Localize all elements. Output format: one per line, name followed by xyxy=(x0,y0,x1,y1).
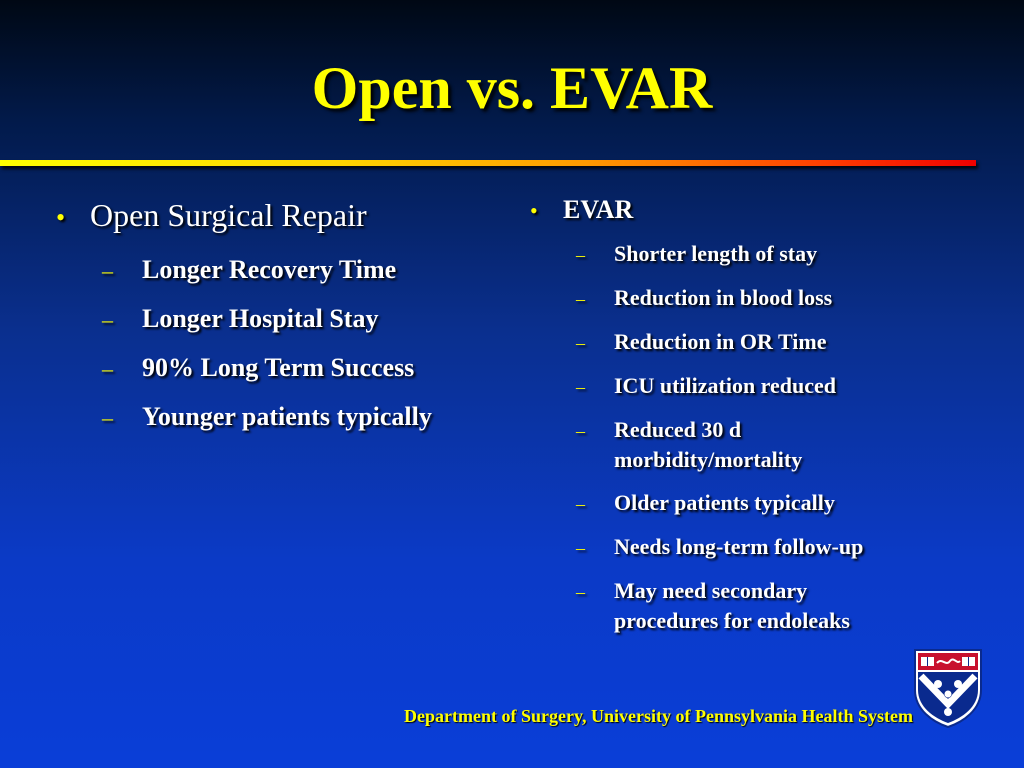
list-item xyxy=(530,415,950,475)
list-item xyxy=(530,327,950,358)
list-item-text: 90% Long Term Success xyxy=(142,353,415,382)
bullet-icon: • xyxy=(530,198,538,223)
list-item-text: May need secondary procedures for endoleaks xyxy=(614,578,850,633)
dash-icon: – xyxy=(576,582,585,602)
dash-icon: – xyxy=(102,307,113,332)
bullet-icon: • xyxy=(56,203,66,232)
list-item-text: Longer Hospital Stay xyxy=(142,304,379,333)
left-heading-row xyxy=(56,196,496,237)
right-heading: EVAR xyxy=(563,195,634,224)
title-divider xyxy=(0,160,976,166)
list-item xyxy=(530,488,950,519)
dash-icon: – xyxy=(576,333,585,353)
list-item xyxy=(56,303,496,335)
list-item-text: Younger patients typically xyxy=(142,402,432,431)
list-item-text: Older patients typically xyxy=(614,490,835,515)
right-heading-row xyxy=(530,194,950,226)
list-item-text: Reduced 30 d morbidity/mortality xyxy=(614,417,803,472)
list-item-text: ICU utilization reduced xyxy=(614,373,837,398)
list-item xyxy=(530,239,950,270)
list-item-text: Reduction in blood loss xyxy=(614,285,833,310)
dash-icon: – xyxy=(576,377,585,397)
dash-icon: – xyxy=(102,258,113,283)
slide-title: Open vs. EVAR xyxy=(311,55,713,121)
list-item xyxy=(56,254,496,286)
list-item xyxy=(530,283,950,314)
list-item-text: Longer Recovery Time xyxy=(142,255,397,284)
list-item-text: Reduction in OR Time xyxy=(614,329,827,354)
list-item xyxy=(56,352,496,384)
list-item-text: Needs long-term follow-up xyxy=(614,534,864,559)
dash-icon: – xyxy=(576,494,585,514)
dash-icon: – xyxy=(102,405,113,430)
right-column xyxy=(530,194,950,636)
left-heading: Open Surgical Repair xyxy=(90,197,367,233)
dash-icon: – xyxy=(576,538,585,558)
dash-icon: – xyxy=(576,245,585,265)
list-item xyxy=(530,371,950,402)
dash-icon: – xyxy=(576,421,585,441)
list-item-text: Shorter length of stay xyxy=(614,241,818,266)
dash-icon: – xyxy=(576,289,585,309)
left-column xyxy=(56,196,496,433)
list-item xyxy=(530,532,950,563)
footer-text: Department of Surgery, University of Pennsylvania Health System xyxy=(404,706,913,726)
dash-icon: – xyxy=(102,356,113,381)
list-item xyxy=(56,401,496,433)
penn-shield-icon xyxy=(913,648,983,728)
list-item xyxy=(530,576,950,636)
